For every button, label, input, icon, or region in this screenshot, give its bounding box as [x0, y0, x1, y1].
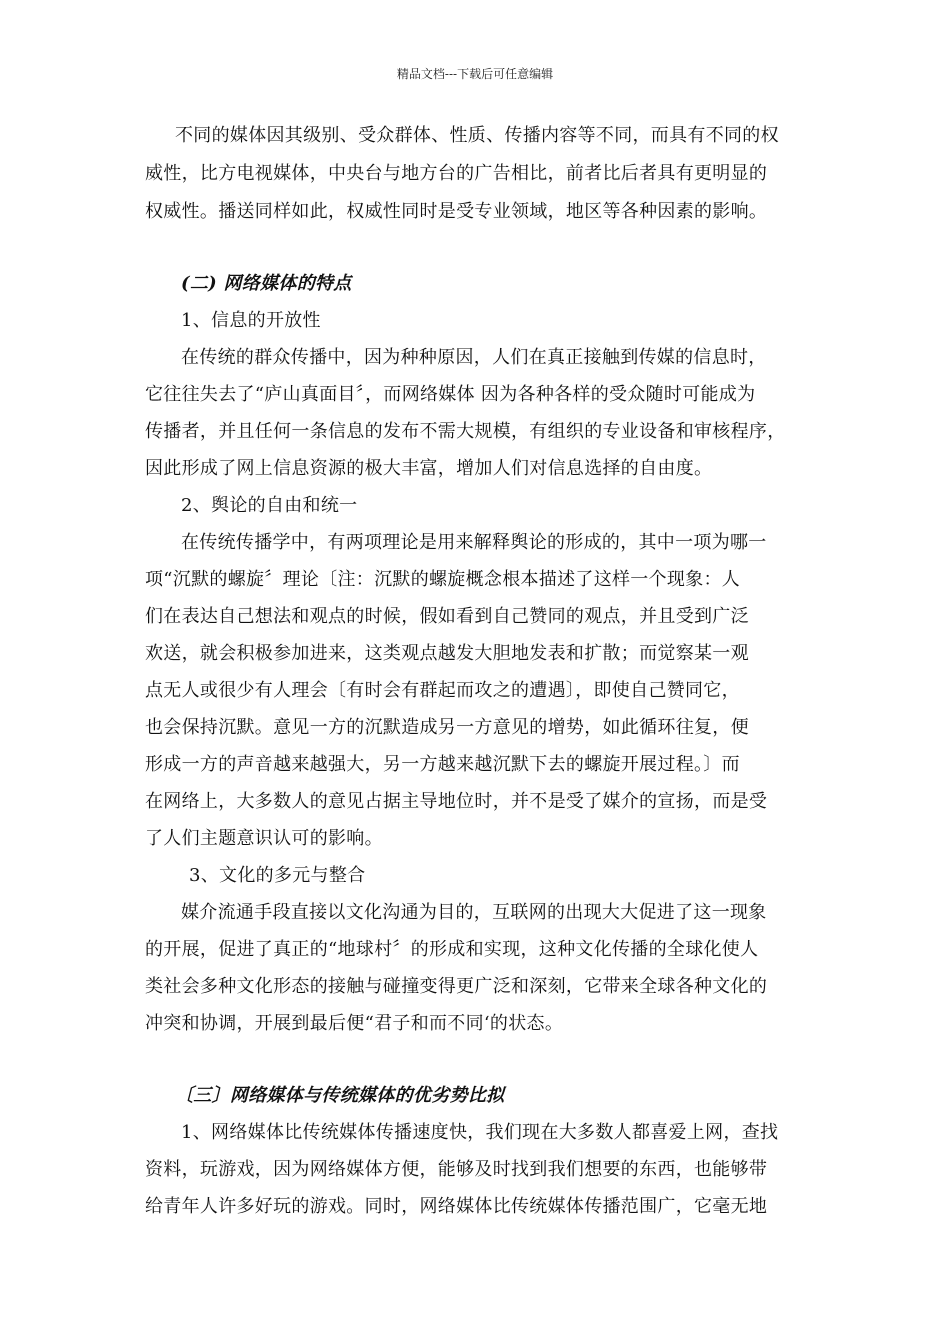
- paragraph-line: 冲突和协调，开展到最后便“君子和而不同‘的状态。: [145, 1013, 564, 1034]
- paragraph-line: 类社会多种文化形态的接触与碰撞变得更广泛和深刻，它带来全球各种文化的: [145, 976, 768, 997]
- paragraph-line: 传播者，并且任何一条信息的发布不需大规模，有组织的专业设备和审核程序，: [145, 421, 786, 442]
- paragraph-line: 给青年人许多好玩的游戏。同时，网络媒体比传统媒体传播范围广，它毫无地: [145, 1196, 768, 1217]
- paragraph-line: 的开展，促进了真正的“地球村〞的形成和实现，这种文化传播的全球化使人: [145, 939, 759, 960]
- paragraph-line: 项“沉默的螺旋〞理论〔注：沉默的螺旋概念根本描述了这样一个现象：人: [145, 569, 741, 590]
- paragraph-line: 欢送，就会积极参加进来，这类观点越发大胆地发表和扩散；而觉察某一观: [145, 643, 749, 664]
- paragraph-line: 也会保持沉默。意见一方的沉默造成另一方意见的增势，如此循环往复，便: [145, 717, 749, 738]
- paragraph-line: 媒介流通手段直接以文化沟通为目的，互联网的出现大大促进了这一现象: [181, 902, 767, 923]
- paragraph-line: 不同的媒体因其级别、受众群体、性质、传播内容等不同，而具有不同的权: [175, 125, 779, 146]
- paragraph-line: 因此形成了网上信息资源的极大丰富，增加人们对信息选择的自由度。: [145, 458, 713, 479]
- paragraph-line: 权威性。播送同样如此，权威性同时是受专业领域，地区等各种因素的影响。: [145, 201, 768, 222]
- paragraph-line: 在网络上，大多数人的意见占据主导地位时，并不是受了媒介的宣扬，而是受: [145, 791, 768, 812]
- paragraph-line: 威性，比方电视媒体，中央台与地方台的广告相比，前者比后者具有更明显的: [145, 163, 768, 184]
- paragraph-line: 了人们主题意识认可的影响。: [145, 828, 383, 849]
- paragraph-line: 形成一方的声音越来越强大，另一方越来越沉默下去的螺旋开展过程。〕而: [145, 754, 740, 775]
- subheading: 1、信息的开放性: [181, 310, 321, 331]
- paragraph-line: 在传统的群众传播中，因为种种原因，人们在真正接触到传媒的信息时，: [181, 347, 767, 368]
- paragraph-line: 资料，玩游戏，因为网络媒体方便，能够及时找到我们想要的东西，也能够带: [145, 1159, 768, 1180]
- paragraph-line: 们在表达自己想法和观点的时候，假如看到自己赞同的观点，并且受到广泛: [145, 606, 749, 627]
- section-heading: 〔三〕网络媒体与传统媒体的优劣势比拟: [175, 1085, 505, 1106]
- paragraph-line: 1、网络媒体比传统媒体传播速度快，我们现在大多数人都喜爱上网，查找: [181, 1122, 779, 1143]
- paragraph-line: 它往往失去了“庐山真面目〞，而网络媒体 因为各种各样的受众随时可能成为: [145, 384, 756, 405]
- section-heading: (二) 网络媒体的特点: [181, 273, 352, 294]
- subheading: 2、舆论的自由和统一: [181, 495, 358, 516]
- paragraph-line: 点无人或很少有人理会〔有时会有群起而攻之的遭遇〕，即使自己赞同它，: [145, 680, 740, 701]
- subheading: 3、文化的多元与整合: [189, 865, 366, 886]
- page-header: 精品文档---下载后可任意编辑: [396, 67, 554, 81]
- paragraph-line: 在传统传播学中，有两项理论是用来解释舆论的形成的，其中一项为哪一: [181, 532, 767, 553]
